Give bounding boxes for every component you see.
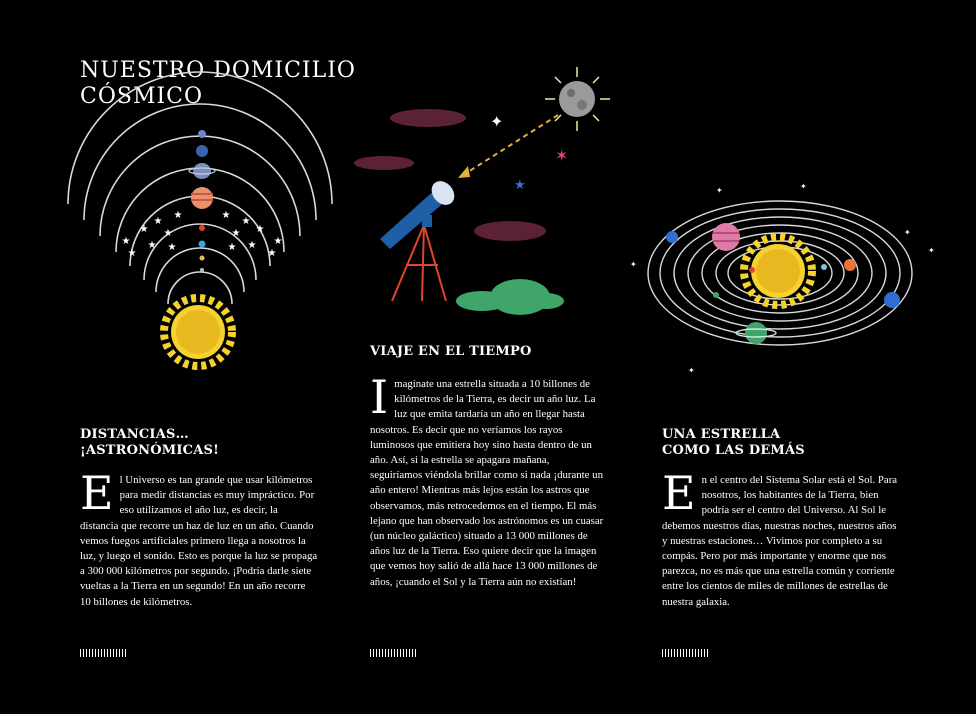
col1-body [80, 466, 318, 610]
col1-heading-line2: ¡ASTRONÓMICAS! [80, 443, 219, 458]
svg-text:★: ★ [227, 242, 237, 253]
col3-body-text: n el centro del Sistema Solar está el Sol. Para nosotros, los habitantes de la Tierra, bien podría ser el centro del Universo. Al Sol le debemos nuestros días, nuestras noches, nuestros años y nuestras estaciones… Vivimos por completo a su compás. Pero por más importante y enorme que nos parezca, no es más que una estrella común y corriente entre los cientos de miles de millones de estrellas de nuestra galaxia. [662, 474, 898, 608]
svg-text:✦: ✦ [688, 366, 695, 375]
svg-text:★: ★ [247, 240, 257, 251]
svg-text:✦: ✦ [630, 260, 637, 269]
col3-dropcap: E [662, 466, 696, 520]
page-title-line2: CÓSMICO [80, 84, 204, 109]
svg-text:★: ★ [147, 240, 157, 251]
col3-heading-line1: UNA ESTRELLA [662, 427, 781, 442]
col3-heading-line2: COMO LAS DEMÁS [662, 443, 805, 458]
planet-icon [745, 322, 767, 344]
svg-text:★: ★ [153, 216, 163, 227]
col2-heading: VIAJE EN EL TIEMPO [370, 344, 532, 359]
telescope-illustration [350, 65, 630, 305]
svg-text:★: ★ [267, 248, 277, 259]
col3-body [662, 466, 904, 610]
svg-text:★: ★ [241, 216, 251, 227]
star-icon: ★ [514, 178, 526, 193]
svg-text:★: ★ [121, 236, 131, 247]
col2-body-text: magínate una estrella situada a 10 billones de kilómetros de la Tierra, es decir un año luz. La luz que emita tardaría un año en llegar hasta nosotros. Es decir que no veríamos los rayos luminosos que emitiera hoy sino hasta dentro de un año. Así, si la estrella se apagara mañana, seguiríamos viéndola brillar como si nada ¡durante un año entero! Mientras más lejos están los astros que observamos, más retrocedemos en el tiempo. El más lejano que han observado los astrónomos es un cuasar (un núcleo galáctico) situado a 13 000 millones de años luz de la Tierra. Eso quiere decir que la imagen que vemos hoy salió de allá hace 13 000 millones de años, ¡cuando el Sol y la Tierra aún no existían! [370, 378, 604, 588]
page-title-line1: NUESTRO DOMICILIO [80, 58, 356, 83]
svg-text:★: ★ [273, 236, 283, 247]
planet-icon [821, 264, 827, 270]
planet-icon [191, 187, 213, 209]
cloud-icon [390, 109, 466, 127]
star-icon: ✦ [490, 112, 504, 131]
star-icon: ✶ [555, 146, 569, 165]
svg-text:★: ★ [127, 248, 137, 259]
planet-icon [666, 231, 678, 243]
svg-text:★: ★ [163, 228, 173, 239]
planet-icon [199, 241, 206, 248]
planet-icon [884, 292, 900, 308]
divider-ticks [370, 649, 418, 657]
col2-body [370, 370, 604, 590]
svg-text:★: ★ [231, 228, 241, 239]
solar-system-illustration [630, 175, 940, 395]
page-title [80, 58, 380, 110]
col3-heading [662, 427, 892, 459]
planet-icon [200, 268, 204, 272]
svg-text:★: ★ [255, 224, 265, 235]
col1-heading-line1: DISTANCIAS… [80, 427, 189, 442]
moon-icon [545, 67, 610, 131]
svg-text:✦: ✦ [928, 246, 935, 255]
planet-icon [844, 259, 856, 271]
svg-text:★: ★ [139, 224, 149, 235]
svg-text:★: ★ [173, 210, 183, 221]
svg-text:✦: ✦ [716, 186, 723, 195]
planet-icon [200, 256, 205, 261]
planet-icon [193, 163, 211, 179]
svg-text:★: ★ [167, 242, 177, 253]
svg-text:✦: ✦ [800, 182, 807, 191]
col1-body-text: l Universo es tan grande que usar kilómetros para medir distancias es muy impráctico. Por eso utilizamos el año luz, es decir, la distancia que recorre un haz de luz en un año. Cuando vemos fuegos artificiales primero llega a nosotros la luz, y luego el sonido. Esto es porque la luz se propaga a 300 000 kilómetros por segundo. ¡Podría darle siete vueltas a la Tierra en un segundo! En un año recorre 10 billones de kilómetros. [80, 474, 318, 608]
planet-icon [199, 225, 205, 231]
planet-icon [713, 292, 719, 298]
planet-icon [196, 145, 208, 157]
col2-dropcap: I [370, 370, 389, 424]
sun-icon [164, 298, 232, 366]
divider-ticks [662, 649, 710, 657]
planet-icon [749, 267, 755, 273]
svg-text:★: ★ [221, 210, 231, 221]
solar-arc-illustration [60, 120, 340, 380]
planet-icon [712, 223, 740, 251]
planet-icon [198, 130, 206, 138]
col1-dropcap: E [80, 466, 114, 520]
divider-ticks [80, 649, 128, 657]
svg-text:✦: ✦ [904, 228, 911, 237]
col1-heading [80, 427, 300, 459]
